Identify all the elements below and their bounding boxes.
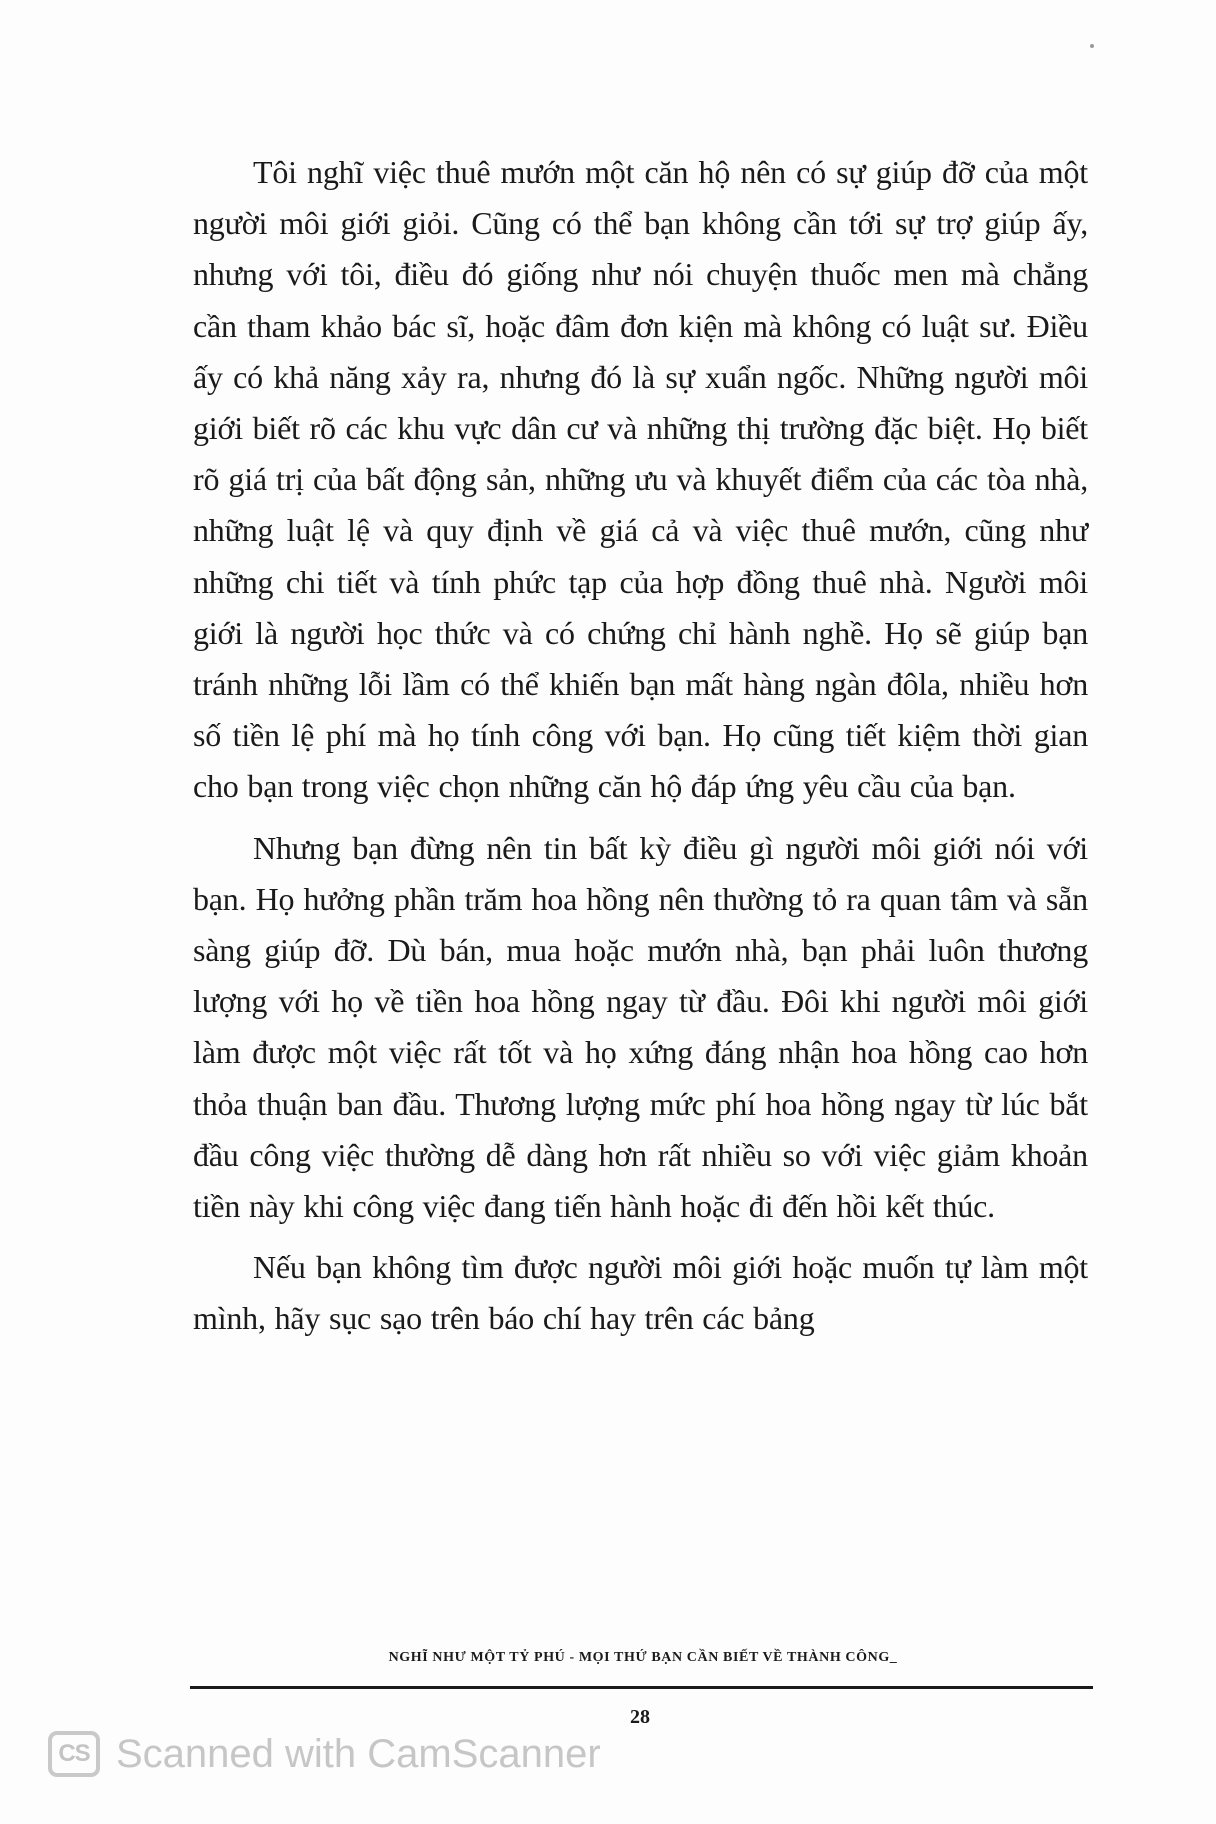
- scan-speck: [1090, 44, 1094, 48]
- paragraph-2: Nhưng bạn đừng nên tin bất kỳ điều gì người môi giới nói với bạn. Họ hưởng phần trăm hoa hồng nên thường tỏ ra quan tâm và sẵn sàng giúp đỡ. Dù bán, mua hoặc mướn nhà, bạn phải luôn thương lượng với họ về tiền hoa hồng ngay từ đầu. Đôi khi người môi giới làm được một việc rất tốt và họ xứng đáng nhận hoa hồng cao hơn thỏa thuận ban đầu. Thương lượng mức phí hoa hồng ngay từ lúc bắt đầu công việc thường dễ dàng hơn rất nhiều so với việc giảm khoản tiền này khi công việc đang tiến hành hoặc đi đến hồi kết thúc.: [193, 829, 1088, 1225]
- running-footer: NGHĨ NHƯ MỘT TỶ PHÚ - MỌI THỨ BẠN CẦN BIẾT VỀ THÀNH CÔNG_: [388, 1650, 898, 1665]
- page-number: 28: [630, 1706, 650, 1728]
- camscanner-logo-icon: CS: [48, 1731, 100, 1777]
- paragraph-3: Nếu bạn không tìm được người môi giới hoặc muốn tự làm một mình, hãy sục sạo trên báo chí hay trên các bảng: [193, 1249, 1088, 1337]
- body-text: [193, 147, 1088, 1345]
- camscanner-watermark: [48, 1726, 601, 1782]
- paragraph-1: Tôi nghĩ việc thuê mướn một căn hộ nên có sự giúp đỡ của một người môi giới giỏi. Cũng có thể bạn không cần tới sự trợ giúp ấy, nhưng với tôi, điều đó giống như nói chuyện thuốc men mà chẳng cần tham khảo bác sĩ, hoặc đâm đơn kiện mà không có luật sư. Điều ấy có khả năng xảy ra, nhưng đó là sự xuẩn ngốc. Những người môi giới biết rõ các khu vực dân cư và những thị trường đặc biệt. Họ biết rõ giá trị của bất động sản, những ưu và khuyết điểm của các tòa nhà, những luật lệ và quy định về giá cả và việc thuê mướn, cũng như những chi tiết và tính phức tạp của hợp đồng thuê nhà. Người môi giới là người học thức và có chứng chỉ hành nghề. Họ sẽ giúp bạn tránh những lỗi lầm có thể khiến bạn mất hàng ngàn đôla, nhiều hơn số tiền lệ phí mà họ tính công với bạn. Họ cũng tiết kiệm thời gian cho bạn trong việc chọn những căn hộ đáp ứng yêu cầu của bạn.: [193, 154, 1088, 805]
- footer-rule: [190, 1686, 1093, 1689]
- watermark-text: Scanned with CamScanner: [116, 1731, 601, 1776]
